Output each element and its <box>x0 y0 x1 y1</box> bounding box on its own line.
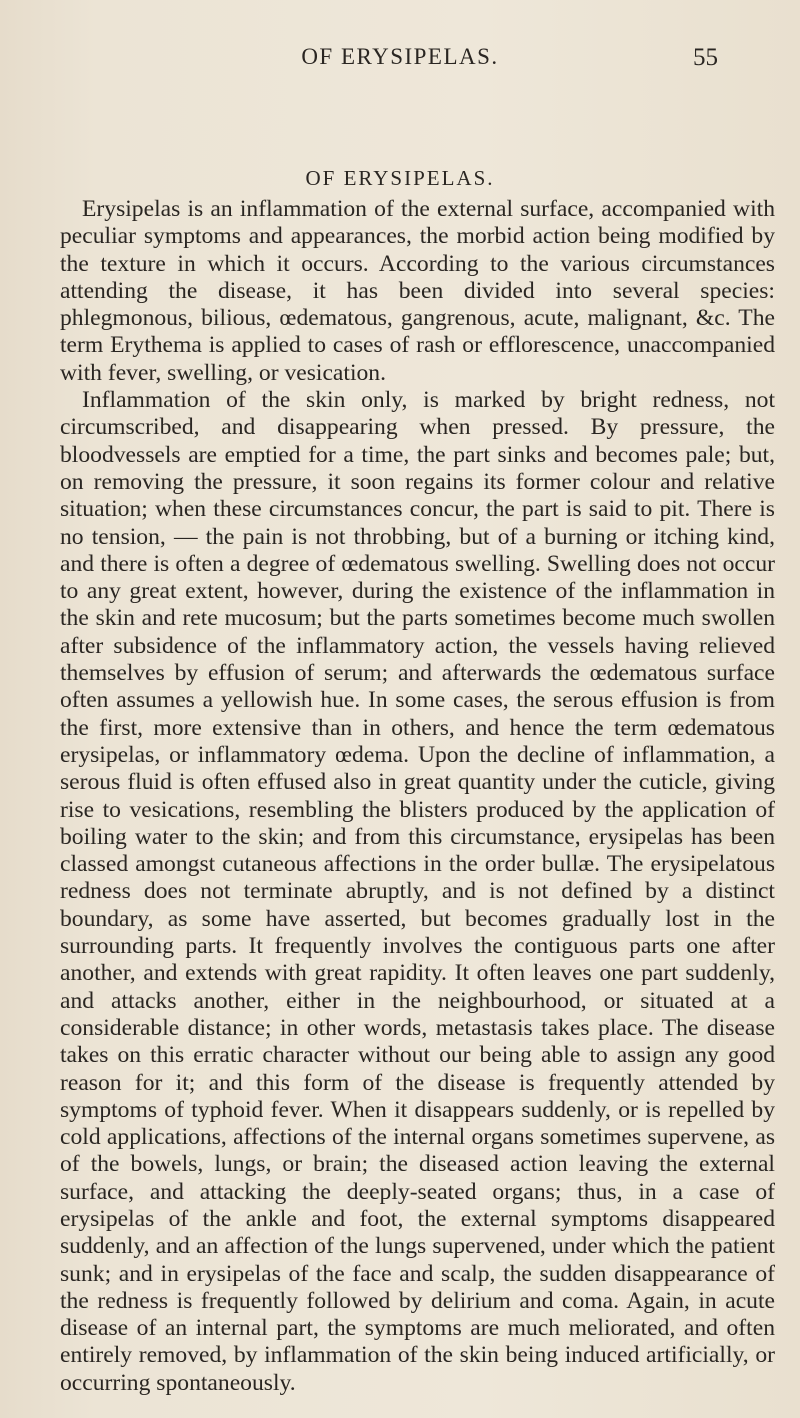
body-text <box>60 196 775 1397</box>
paragraph-inflammation: Inflammation of the skin only, is marked by bright redness, not circumscribed, and disappearing when pressed. By pressure, the bloodvessels are emptied for a time, the part sinks and becomes pale; but, on removing the pressure, it soon regains its former colour and relative situation; when these circumstances concur, the part is said to pit. There is no tension, — the pain is not throbbing, but of a burning or itching kind, and there is often a degree of œdematous swelling. Swelling does not occur to any great extent, however, during the existence of the inflammation in the skin and rete mucosum; but the parts sometimes become much swollen after subsidence of the inflammatory action, the vessels having relieved themselves by effusion of serum; and afterwards the œdematous surface often assumes a yellowish hue. In some cases, the serous effusion is from the first, more extensive than in others, and hence the term œdematous erysipelas, or inflammatory œdema. Upon the decline of inflammation, a serous fluid is often effused also in great quantity under the cuticle, giving rise to vesications, resembling the blisters produced by the application of boiling water to the skin; and from this circumstance, erysipelas has been classed amongst cutaneous affections in the order bullæ. The erysipelatous redness does not terminate abruptly, and is not defined by a distinct boundary, as some have asserted, but becomes gradually lost in the surrounding parts. It frequently involves the contiguous parts one after another, and extends with great rapidity. It often leaves one part suddenly, and attacks another, either in the neighbourhood, or situated at a considerable distance; in other words, metastasis takes place. The disease takes on this erratic character without our being able to assign any good reason for it; and this form of the disease is frequently attended by symptoms of typhoid fever. When it disappears suddenly, or is repelled by cold applications, affections of the internal organs sometimes supervene, as of the bowels, lungs, or brain; the diseased action leaving the external surface, and attacking the deeply-seated organs; thus, in a case of erysipelas of the ankle and foot, the external symptoms disappeared suddenly, and an affection of the lungs supervened, under which the patient sunk; and in erysipelas of the face and scalp, the sudden disappearance of the redness is frequently followed by delirium and coma. Again, in acute disease of an internal part, the symptoms are much meliorated, and often entirely removed, by inflammation of the skin being induced artificially, or occurring spontaneously. <box>60 387 775 1396</box>
running-title: OF ERYSIPELAS. <box>301 44 499 69</box>
chapter-title: OF ERYSIPELAS. <box>305 166 495 190</box>
paragraph-intro: Erysipelas is an inflammation of the external surface, accompanied with peculiar symptoms and appearances, the morbid action being modified by the texture in which it occurs. According to the various circumstances attending the disease, it has been divided into several species: phlegmonous, bilious, œdematous, gangrenous, acute, malignant, &c. The term Erythema is applied to cases of rash or efflorescence, unaccompanied with fever, swelling, or vesication. <box>60 196 775 386</box>
running-head <box>0 44 800 78</box>
page-number: 55 <box>693 44 718 71</box>
